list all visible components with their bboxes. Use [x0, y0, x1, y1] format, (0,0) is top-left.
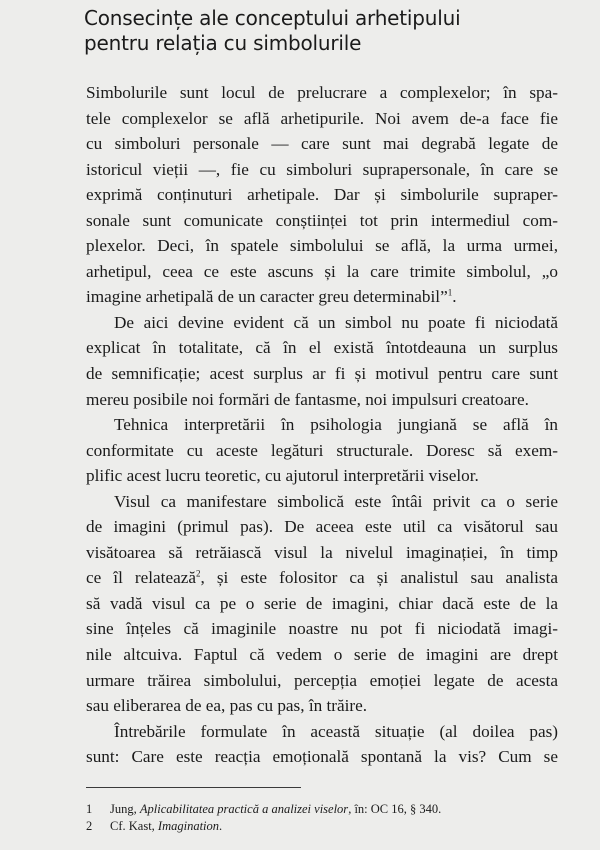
section-heading — [84, 6, 574, 56]
text-line — [86, 284, 558, 310]
paragraph-4 — [86, 489, 558, 719]
footnote-title: Aplicabilitatea practică a analizei viselor — [139, 802, 349, 816]
text-line: nile altcuiva. Faptul că vedem o serie de imagini are drept — [86, 645, 558, 665]
text-line: sonale sunt comunicate conștiinței tot prin intermediul com- — [86, 210, 558, 230]
footnotes — [86, 801, 566, 835]
text-line: de semnificație; acest surplus ar fi și motivul pentru care sunt — [86, 364, 558, 384]
text-line: sunt: Care este reacția emoțională spontană la vis? Cum se — [86, 747, 558, 767]
text-run: imagine arhetipală de un caracter greu determinabil” — [86, 287, 448, 307]
footnote-number: 1 — [86, 802, 93, 816]
paragraph-5 — [86, 719, 558, 770]
text-line — [86, 565, 558, 591]
text-line: istoricul vieții —, fie cu simboluri suprapersonale, în care se — [86, 159, 558, 179]
text-line: cu simboluri personale — care sunt mai degrabă legate de — [86, 134, 558, 154]
text-line: tele complexelor se află arhetipurile. Noi avem de-a face fie — [86, 108, 558, 128]
paragraph-1 — [86, 80, 558, 310]
text-line: să vadă visul ca pe o serie de imagini, chiar dacă este de la — [86, 593, 558, 613]
text-line: exprimă conținuturi arhetipale. Dar și simbolurile supraper- — [86, 185, 558, 205]
paragraph-3 — [86, 412, 558, 489]
text-line: arhetipul, ceea ce este ascuns și la care trimite simbolul, „o — [86, 261, 558, 281]
text-run: ce îl relatează — [86, 568, 196, 588]
footnote-divider — [86, 787, 301, 788]
body-text — [86, 80, 558, 770]
footnote-number: 2 — [86, 819, 93, 833]
text-line: visătoarea să retrăiască visul la nivelul imaginației, în timp — [86, 542, 558, 562]
footnote-text: Cf. Kast, — [110, 819, 158, 833]
text-line: plific acest lucru teoretic, cu ajutorul interpretării viselor. — [86, 466, 479, 486]
text-line: Simbolurile sunt locul de prelucrare a complexelor; în spa- — [86, 83, 558, 102]
footnote-ref-2: 2 — [195, 568, 201, 579]
text-run: , și este folositor ca și analistul sau analista — [200, 568, 558, 588]
paragraph-2 — [86, 310, 558, 412]
text-line: sau eliberarea de ea, pas cu pas, în trăire. — [86, 696, 368, 716]
text-line: sine înțeles că imaginile noastre nu pot fi niciodată imagi- — [86, 619, 558, 639]
text-line: Întrebările formulate în această situație (al doilea pas) — [114, 721, 558, 741]
text-line: plexelor. Deci, în spatele simbolului se află, la urma urmei, — [86, 236, 558, 256]
footnote-text: , în: OC 16, § 340. — [348, 802, 442, 816]
text-run: . — [452, 287, 457, 307]
text-line: conformitate cu aceste legături structurale. Doresc să exem- — [86, 440, 558, 460]
section-heading-line-2: pentru relația cu simbolurile — [84, 31, 362, 55]
footnote-ref-1: 1 — [447, 287, 453, 298]
footnote-2 — [86, 818, 566, 835]
text-line: explicat în totalitate, că în el există întotdeauna un surplus — [86, 338, 558, 358]
text-line: de imagini (primul pas). De aceea este util ca visătorul sau — [86, 517, 558, 537]
footnote-1 — [86, 801, 566, 818]
section-heading-line-1: Consecințe ale conceptului arhetipului — [84, 6, 461, 30]
footnote-title: Imagination — [157, 819, 220, 833]
footnote-text: Jung, — [110, 802, 140, 816]
footnote-text: . — [219, 819, 223, 833]
text-line: Tehnica interpretării în psihologia jungiană se află în — [114, 415, 558, 435]
text-line: Visul ca manifestare simbolică este întâi privit ca o serie — [114, 491, 558, 511]
text-line: De aici devine evident că un simbol nu poate fi niciodată — [114, 312, 558, 332]
text-line: mereu posibile noi formări de fantasme, noi impulsuri creatoare. — [86, 389, 529, 409]
text-line: urmare trăirea simbolului, percepția emoției legate de acesta — [86, 670, 558, 690]
